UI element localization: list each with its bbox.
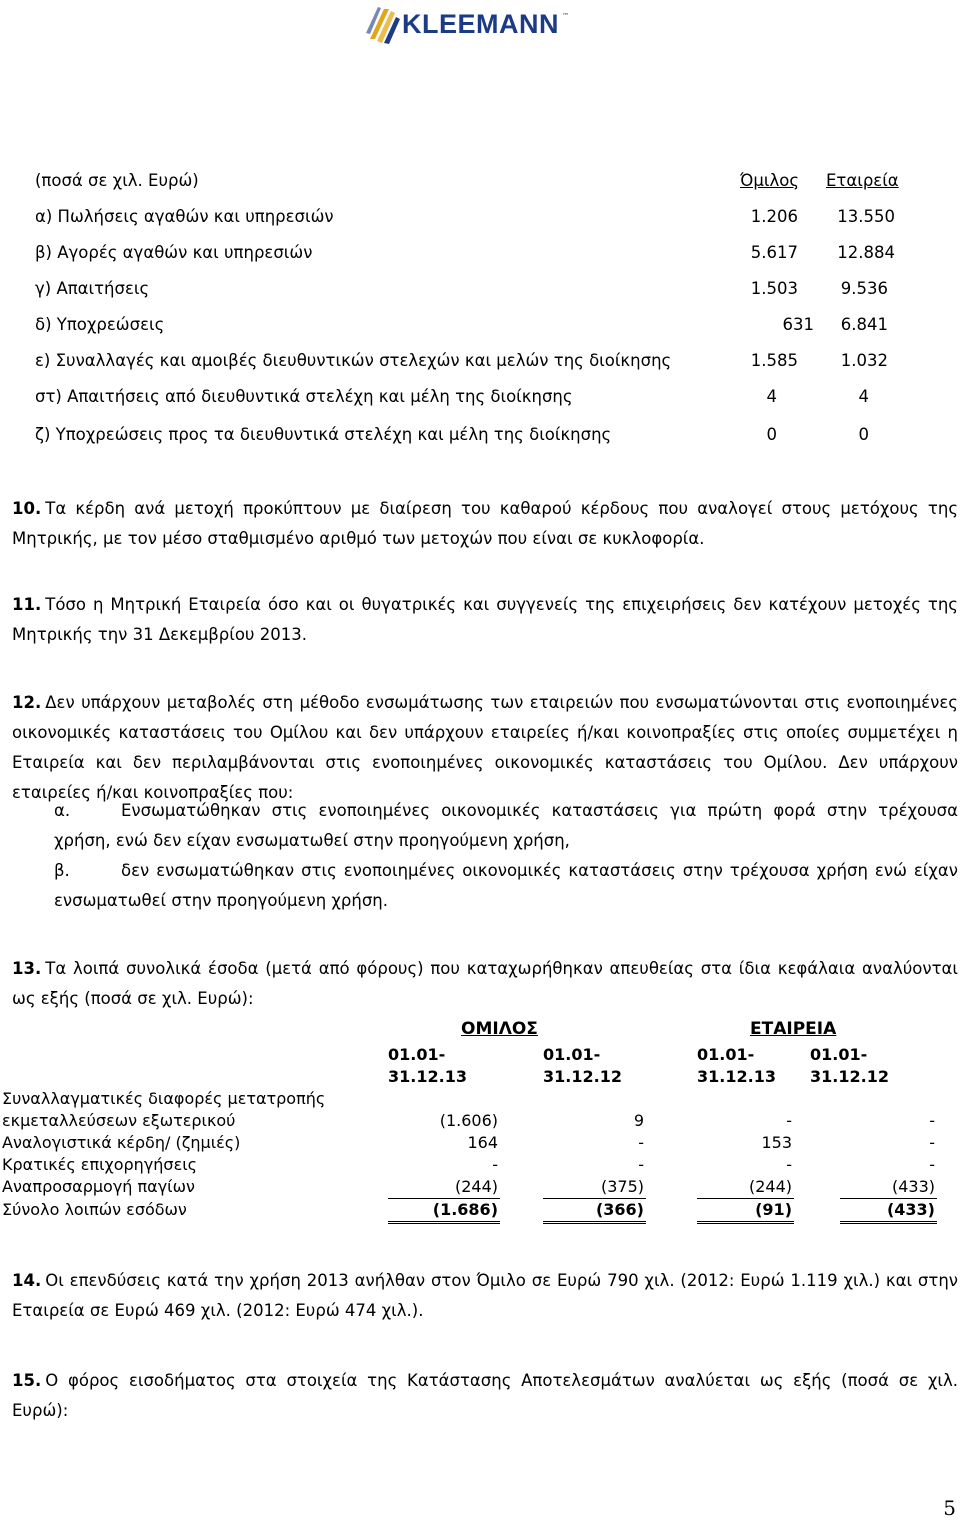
total-value: (366) bbox=[595, 1200, 644, 1219]
row-label: δ) Υποχρεώσεις bbox=[35, 315, 165, 334]
period-header: 31.12.13 bbox=[697, 1067, 776, 1086]
cell-value: (433) bbox=[891, 1177, 935, 1196]
cell-value: - bbox=[929, 1133, 935, 1152]
note-number: 15. bbox=[12, 1371, 42, 1390]
note-number: 11. bbox=[12, 595, 42, 614]
company-value: 4 bbox=[858, 387, 869, 406]
row-label: α) Πωλήσεις αγαθών και υπηρεσιών bbox=[35, 207, 334, 226]
period-header: 01.01- bbox=[388, 1045, 446, 1064]
note-number: 12. bbox=[12, 693, 42, 712]
table1-header bbox=[0, 170, 960, 192]
group-value: 4 bbox=[766, 387, 777, 406]
group-value: 1.585 bbox=[750, 351, 798, 370]
page-number: 5 bbox=[943, 1496, 956, 1520]
row-label: Αναπροσαρμογή παγίων bbox=[2, 1177, 195, 1196]
cell-value: - bbox=[638, 1133, 644, 1152]
note-number: 13. bbox=[12, 959, 42, 978]
row-label: ζ) Υποχρεώσεις προς τα διευθυντικά στελέχη και μέλη της διοίκησης bbox=[35, 425, 612, 444]
table-row bbox=[0, 314, 960, 336]
row-label: Κρατικές επιχορηγήσεις bbox=[2, 1155, 198, 1174]
table-row bbox=[0, 278, 960, 300]
company-value: 9.536 bbox=[840, 279, 888, 298]
cell-value: (244) bbox=[454, 1177, 498, 1196]
cell-value: 153 bbox=[761, 1133, 792, 1152]
note-14 bbox=[12, 1266, 958, 1326]
note-13 bbox=[12, 954, 958, 1014]
note-text: Τα κέρδη ανά μετοχή προκύπτουν με διαίρεση του καθαρού κέρδους που αναλογεί στους μετόχους της Μητρικής, με τον μέσο σταθμισμένο αριθμό των μετοχών που είναι σε κυκλοφορία. bbox=[12, 499, 958, 548]
total-rule bbox=[840, 1221, 937, 1224]
note-number: 10. bbox=[12, 499, 42, 518]
company-value: 13.550 bbox=[837, 207, 895, 226]
total-value: (433) bbox=[886, 1200, 935, 1219]
cell-value: - bbox=[929, 1111, 935, 1130]
item-text: δεν ενσωματώθηκαν στις ενοποιημένες οικονομικές καταστάσεις στην τρέχουσα χρήση ενώ είχαν ενσωματωθεί στην προηγούμενη χρήση. bbox=[54, 861, 958, 910]
group-value: 1.503 bbox=[750, 279, 798, 298]
row-label: γ) Απαιτήσεις bbox=[35, 279, 150, 298]
item-marker: β. bbox=[54, 861, 70, 880]
trademark-symbol: ™ bbox=[562, 12, 569, 20]
cell-value: (375) bbox=[600, 1177, 644, 1196]
cell-value: - bbox=[492, 1155, 498, 1174]
note-number: 14. bbox=[12, 1271, 42, 1290]
note-text: Ο φόρος εισοδήματος στα στοιχεία της Κατάστασης Αποτελεσμάτων αναλύεται ως εξής (ποσά σε χιλ. Ευρώ): bbox=[12, 1371, 958, 1420]
group-value: 5.617 bbox=[750, 243, 798, 262]
total-value: (1.686) bbox=[432, 1200, 498, 1219]
unit-label: (ποσά σε χιλ. Ευρώ) bbox=[35, 171, 199, 190]
company-value: 0 bbox=[858, 425, 869, 444]
period-header: 31.12.12 bbox=[543, 1067, 622, 1086]
period-header: 01.01- bbox=[810, 1045, 868, 1064]
item-marker: α. bbox=[54, 801, 71, 820]
cell-value: - bbox=[786, 1155, 792, 1174]
note-12-item-a bbox=[54, 796, 958, 856]
period-header: 01.01- bbox=[697, 1045, 755, 1064]
cell-value: - bbox=[786, 1111, 792, 1130]
period-header: 01.01- bbox=[543, 1045, 601, 1064]
company-header: ΕΤΑΙΡΕΙΑ bbox=[750, 1019, 837, 1039]
total-value: (91) bbox=[755, 1200, 792, 1219]
company-value: 6.841 bbox=[840, 315, 888, 334]
note-text: Τόσο η Μητρική Εταιρεία όσο και οι θυγατρικές και συγγενείς της επιχειρήσεις δεν κατέχουν μετοχές της Μητρικής την 31 Δεκεμβρίου 2013. bbox=[12, 595, 958, 644]
table-row bbox=[0, 350, 960, 372]
item-text: Ενσωματώθηκαν στις ενοποιημένες οικονομικές καταστάσεις για πρώτη φορά στην τρέχουσα χρήση, ενώ δεν είχαν ενσωματωθεί στην προηγούμενη χρήση, bbox=[54, 801, 958, 850]
note-11 bbox=[12, 590, 958, 650]
row-label: στ) Απαιτήσεις από διευθυντικά στελέχη και μέλη της διοίκησης bbox=[35, 387, 573, 406]
total-rule bbox=[697, 1221, 794, 1224]
note-text: Τα λοιπά συνολικά έσοδα (μετά από φόρους) που καταχωρήθηκαν απευθείας στα ίδια κεφάλαια αναλύονται ως εξής (ποσά σε χιλ. Ευρώ): bbox=[12, 959, 958, 1008]
group-value: 0 bbox=[766, 425, 777, 444]
company-value: 12.884 bbox=[837, 243, 895, 262]
col-company-header: Εταιρεία bbox=[826, 171, 899, 190]
table-row bbox=[0, 242, 960, 264]
note-10 bbox=[12, 494, 958, 554]
cell-value: 164 bbox=[467, 1133, 498, 1152]
cell-value: (244) bbox=[748, 1177, 792, 1196]
cell-value: (1.606) bbox=[439, 1111, 498, 1130]
note-15 bbox=[12, 1366, 958, 1426]
total-rule bbox=[388, 1221, 500, 1224]
row-label: ε) Συναλλαγές και αμοιβές διευθυντικών στελεχών και μελών της διοίκησης bbox=[35, 351, 672, 370]
period-header: 31.12.13 bbox=[388, 1067, 467, 1086]
table-row bbox=[0, 386, 960, 408]
total-label: Σύνολο λοιπών εσόδων bbox=[2, 1200, 187, 1219]
row-label: εκμεταλλεύσεων εξωτερικού bbox=[2, 1111, 236, 1130]
row-label: β) Αγορές αγαθών και υπηρεσιών bbox=[35, 243, 313, 262]
logo-text: KLEEMANN bbox=[402, 9, 559, 39]
group-value: 631 bbox=[782, 315, 814, 334]
note-text: Δεν υπάρχουν μεταβολές στη μέθοδο ενσωμάτωσης των εταιρειών που ενσωματώνονται στις ενοποιημένες οικονομικές καταστάσεις του Ομίλου και δεν υπάρχουν εταιρείες ή/και κοινοπραξίες στις οποίες συμμετέχει η Εταιρεία και δεν περιλαμβάνονται στις ενοποιημένες οικονομικές καταστάσεις του Ομίλου. Δεν υπάρχουν εταιρείες ή/και κοινοπραξίες που: bbox=[12, 693, 958, 802]
group-header: ΟΜΙΛΟΣ bbox=[461, 1019, 538, 1039]
row-label: Συναλλαγματικές διαφορές μετατροπής bbox=[2, 1089, 326, 1108]
table-row bbox=[0, 206, 960, 228]
table-row bbox=[0, 424, 960, 446]
note-12-item-b bbox=[54, 856, 958, 916]
cell-value: - bbox=[929, 1155, 935, 1174]
cell-value: - bbox=[638, 1155, 644, 1174]
row-label: Αναλογιστικά κέρδη/ (ζημιές) bbox=[2, 1133, 241, 1152]
note-12 bbox=[12, 688, 958, 808]
period-header: 31.12.12 bbox=[810, 1067, 889, 1086]
cell-value: 9 bbox=[633, 1111, 644, 1130]
company-value: 1.032 bbox=[840, 351, 888, 370]
total-rule bbox=[543, 1221, 646, 1224]
col-group-header: Όμιλος bbox=[740, 171, 800, 190]
group-value: 1.206 bbox=[750, 207, 798, 226]
note-text: Οι επενδύσεις κατά την χρήση 2013 ανήλθαν στον Όμιλο σε Ευρώ 790 χιλ. (2012: Ευρώ 1.119 χιλ.) και στην Εταιρεία σε Ευρώ 469 χιλ. (2012: Ευρώ 474 χιλ.). bbox=[12, 1271, 958, 1320]
